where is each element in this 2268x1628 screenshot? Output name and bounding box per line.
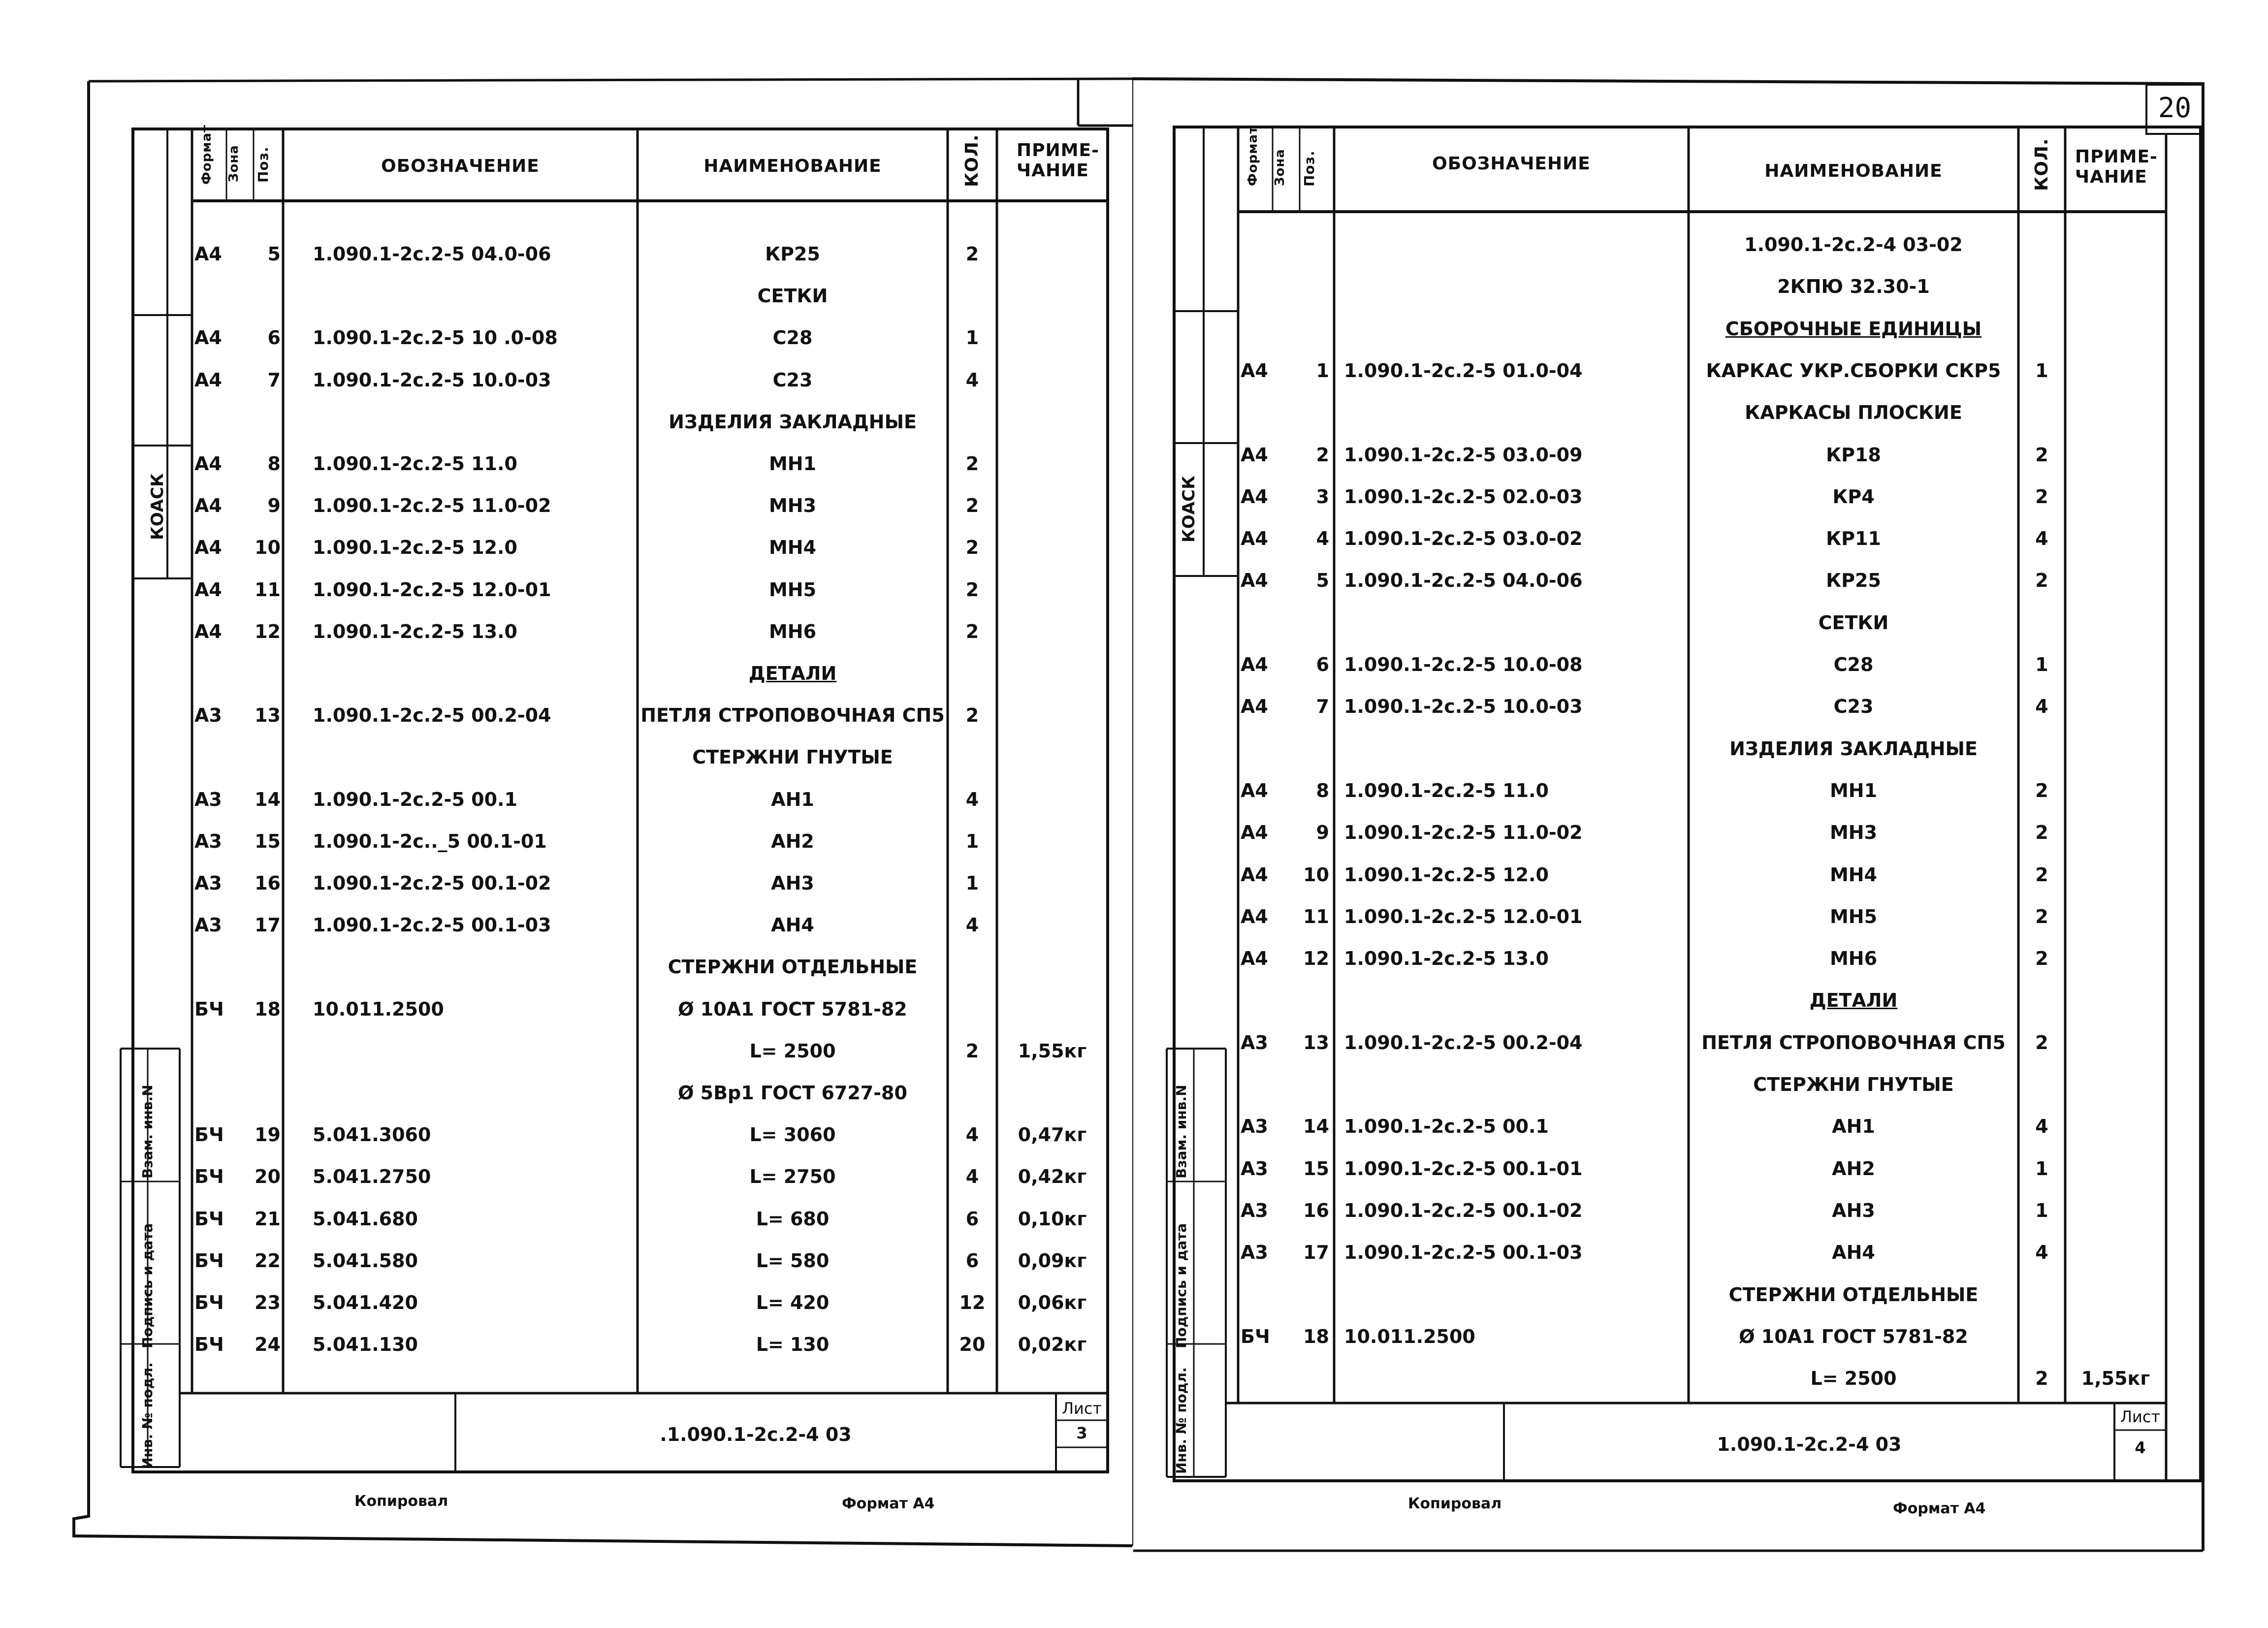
row-quantity: 2 <box>965 1040 979 1062</box>
row-format: БЧ <box>194 998 224 1020</box>
row-format: А4 <box>1241 822 1268 844</box>
row-position: 13 <box>1303 1031 1329 1053</box>
row-name: L= 2750 <box>749 1166 836 1188</box>
row-position: 7 <box>1316 696 1329 718</box>
row-position: 7 <box>267 369 281 391</box>
row-position: 2 <box>1316 444 1329 466</box>
row-format: БЧ <box>194 1292 224 1313</box>
row-note: 0,02кг <box>1018 1334 1087 1356</box>
row-designation: 1.090.1-2с.2-5 10 .0-08 <box>313 327 558 349</box>
row-format: А4 <box>194 537 222 559</box>
row-position: 3 <box>1316 485 1329 508</box>
row-position: 18 <box>255 998 281 1020</box>
row-designation: 1.090.1-2с.2-5 04.0-06 <box>1344 570 1583 592</box>
row-quantity: 2 <box>2035 444 2048 466</box>
row-quantity: 2 <box>2035 905 2048 927</box>
col-name-header: НАИМЕНОВАНИЕ <box>1764 161 1943 181</box>
row-position: 11 <box>255 578 281 601</box>
row-name: С28 <box>772 327 813 349</box>
row-quantity: 2 <box>2035 863 2048 886</box>
stamp-vzam: Взам. инв.N <box>1173 1085 1189 1179</box>
row-note: 1,55кг <box>2081 1368 2150 1390</box>
row-designation: 1.090.1-2с.2-5 12.0 <box>313 537 517 559</box>
row-name: МН5 <box>1829 905 1878 927</box>
row-name: ИЗДЕЛИЯ ЗАКЛАДНЫЕ <box>1729 737 1978 760</box>
row-position: 5 <box>1316 570 1329 592</box>
row-format: БЧ <box>1241 1325 1270 1347</box>
col-name-header: НАИМЕНОВАНИЕ <box>703 156 882 176</box>
row-position: 16 <box>255 872 281 894</box>
row-format: А4 <box>1241 528 1268 550</box>
row-quantity: 2 <box>965 495 979 517</box>
right-footer-copied: Копировал <box>1408 1495 1502 1512</box>
row-name: АН2 <box>1832 1157 1875 1180</box>
row-designation: 5.041.420 <box>313 1292 418 1313</box>
row-position: 6 <box>1316 654 1329 675</box>
row-position: 10 <box>1303 863 1329 886</box>
col-qty-header: КОЛ. <box>962 134 982 187</box>
row-designation: 1.090.1-2с.2-5 11.0 <box>313 453 517 475</box>
row-format: А3 <box>194 914 222 936</box>
row-position: 1 <box>1316 359 1329 382</box>
row-designation: 1.090.1-2с.2-5 03.0-02 <box>1344 528 1583 550</box>
row-quantity: 2 <box>965 537 979 559</box>
row-format: А4 <box>1241 359 1268 382</box>
row-name: С23 <box>772 369 813 391</box>
row-name: ДЕТАЛИ <box>1809 990 1898 1012</box>
row-name: 2КПЮ 32.30-1 <box>1777 276 1930 298</box>
row-format: А3 <box>1241 1157 1268 1180</box>
row-designation: 1.090.1-2с.2-5 00.1 <box>1344 1116 1549 1138</box>
row-name: L= 680 <box>756 1208 830 1230</box>
row-name: С23 <box>1833 696 1874 718</box>
row-position: 23 <box>255 1292 281 1313</box>
row-name: КАРКАСЫ ПЛОСКИЕ <box>1745 402 1962 424</box>
row-position: 15 <box>255 830 281 852</box>
row-designation: 1.090.1-2с.2-5 13.0 <box>1344 948 1549 970</box>
row-name: МН1 <box>1829 779 1878 801</box>
row-quantity: 6 <box>965 1249 979 1272</box>
right-stamp-code: 1.090.1-2с.2-4 03 <box>1717 1434 1902 1455</box>
row-quantity: 12 <box>959 1292 986 1313</box>
row-format: А4 <box>1241 905 1268 927</box>
row-name: АН4 <box>1832 1242 1875 1264</box>
row-position: 21 <box>255 1208 281 1230</box>
row-quantity: 2 <box>2035 1031 2048 1053</box>
row-designation: 10.011.2500 <box>313 998 444 1020</box>
col-zone-header: Зона <box>226 145 241 182</box>
row-format: А4 <box>194 327 222 349</box>
row-position: 13 <box>255 704 281 727</box>
row-note: 0,42кг <box>1018 1166 1087 1188</box>
row-quantity: 2 <box>965 620 979 642</box>
row-format: А4 <box>1241 570 1268 592</box>
side-label-koask: КОАСК <box>1179 476 1199 543</box>
row-name: ПЕТЛЯ СТРОПОВОЧНАЯ СП5 <box>1701 1031 2006 1053</box>
row-position: 11 <box>1303 905 1329 927</box>
row-position: 14 <box>1303 1116 1329 1138</box>
row-name: АН4 <box>771 914 814 936</box>
row-position: 15 <box>1303 1157 1329 1180</box>
row-position: 4 <box>1316 528 1329 550</box>
row-position: 22 <box>255 1249 281 1272</box>
row-quantity: 4 <box>965 1124 979 1146</box>
row-format: А4 <box>1241 696 1268 718</box>
col-format-header: Формат <box>1246 126 1260 186</box>
row-quantity: 2 <box>965 578 979 601</box>
row-name: 1.090.1-2с.2-4 03-02 <box>1744 234 1963 255</box>
row-format: А4 <box>194 453 222 475</box>
col-pos-header: Поз. <box>1301 150 1317 187</box>
row-quantity: 4 <box>2035 696 2048 718</box>
row-position: 10 <box>255 537 281 559</box>
row-position: 16 <box>1303 1199 1329 1221</box>
row-format: А4 <box>1241 444 1268 466</box>
right-sheet <box>1132 0 2268 1628</box>
row-name: L= 580 <box>756 1249 830 1272</box>
row-format: А4 <box>194 620 222 642</box>
row-name: АН3 <box>771 872 814 894</box>
row-name: L= 3060 <box>749 1124 836 1146</box>
row-quantity: 1 <box>2035 1199 2048 1221</box>
col-note-header: ПРИМЕ- ЧАНИЕ <box>1017 140 1099 181</box>
row-quantity: 2 <box>2035 485 2048 508</box>
row-format: А4 <box>1241 485 1268 508</box>
row-name: МН4 <box>1829 863 1878 886</box>
row-designation: 1.090.1-2с.2-5 00.1-02 <box>313 872 551 894</box>
row-name: СТЕРЖНИ ГНУТЫЕ <box>692 746 893 768</box>
row-note: 0,06кг <box>1018 1292 1087 1313</box>
left-sheet-label: Лист <box>1061 1399 1102 1418</box>
row-name: КР25 <box>765 243 820 265</box>
row-quantity: 20 <box>959 1334 986 1356</box>
row-format: БЧ <box>194 1334 224 1356</box>
row-format: А4 <box>1241 779 1268 801</box>
col-format-header: Формат <box>199 124 214 185</box>
row-designation: 1.090.1-2с.2-5 12.0 <box>1344 863 1549 886</box>
row-designation: 1.090.1-2с.._5 00.1-01 <box>313 830 547 852</box>
row-name: L= 2500 <box>1810 1368 1897 1390</box>
row-designation: 5.041.3060 <box>313 1124 431 1146</box>
row-name: АН1 <box>771 788 814 810</box>
side-label-koask: КОАСК <box>148 473 167 540</box>
row-designation: 1.090.1-2с.2-5 10.0-08 <box>1344 654 1583 675</box>
row-note: 1,55кг <box>1018 1040 1087 1062</box>
row-quantity: 4 <box>2035 528 2048 550</box>
row-position: 6 <box>267 327 281 349</box>
row-designation: 1.090.1-2с.2-5 00.2-04 <box>1344 1031 1583 1053</box>
row-quantity: 1 <box>965 830 979 852</box>
row-quantity: 2 <box>965 704 979 727</box>
row-name: МН3 <box>768 495 817 517</box>
col-qty-header: КОЛ. <box>2032 138 2052 191</box>
row-quantity: 1 <box>2035 359 2048 382</box>
row-name: МН6 <box>768 620 817 642</box>
right-sheet-label: Лист <box>2120 1407 2161 1426</box>
row-designation: 1.090.1-2с.2-5 11.0-02 <box>313 495 551 517</box>
row-name: ДЕТАЛИ <box>748 663 837 684</box>
row-name: Ø 5Вр1 ГОСТ 6727-80 <box>678 1082 907 1104</box>
row-designation: 1.090.1-2с.2-5 13.0 <box>313 620 517 642</box>
row-format: А4 <box>1241 654 1268 675</box>
row-designation: 1.090.1-2с.2-5 02.0-03 <box>1344 485 1583 508</box>
row-designation: 5.041.680 <box>313 1208 418 1230</box>
row-name: СБОРОЧНЫЕ ЕДИНИЦЫ <box>1725 318 1982 340</box>
row-position: 12 <box>1303 948 1329 970</box>
left-footer-format: Формат А4 <box>842 1495 935 1512</box>
row-designation: 1.090.1-2с.2-5 00.1-03 <box>313 914 551 936</box>
row-quantity: 4 <box>965 788 979 810</box>
row-designation: 5.041.2750 <box>313 1166 431 1188</box>
row-quantity: 1 <box>965 872 979 894</box>
row-position: 12 <box>255 620 281 642</box>
left-sheet-number: 3 <box>1076 1424 1087 1442</box>
row-note: 0,10кг <box>1018 1208 1087 1230</box>
row-position: 19 <box>255 1124 281 1146</box>
row-format: БЧ <box>194 1208 224 1230</box>
row-position: 9 <box>1316 822 1329 844</box>
row-name: КР25 <box>1826 570 1881 592</box>
row-format: А4 <box>1241 863 1268 886</box>
row-designation: 1.090.1-2с.2-5 10.0-03 <box>1344 696 1583 718</box>
row-designation: 1.090.1-2с.2-5 10.0-03 <box>313 369 551 391</box>
row-designation: 1.090.1-2с.2-5 00.1 <box>313 788 517 810</box>
col-note-header: ПРИМЕ- ЧАНИЕ <box>2075 147 2158 188</box>
row-format: БЧ <box>194 1249 224 1272</box>
row-quantity: 2 <box>2035 948 2048 970</box>
row-name: МН6 <box>1829 948 1878 970</box>
row-position: 18 <box>1303 1325 1329 1347</box>
row-name: СЕТКИ <box>757 285 828 307</box>
row-quantity: 4 <box>965 1166 979 1188</box>
row-designation: 5.041.580 <box>313 1249 418 1272</box>
row-quantity: 2 <box>965 453 979 475</box>
row-name: Ø 10А1 ГОСТ 5781-82 <box>678 998 907 1020</box>
row-designation: 1.090.1-2с.2-5 12.0-01 <box>1344 905 1583 927</box>
row-position: 14 <box>255 788 281 810</box>
row-position: 8 <box>1316 779 1329 801</box>
row-name: С28 <box>1833 654 1874 675</box>
row-designation: 1.090.1-2с.2-5 04.0-06 <box>313 243 551 265</box>
col-designation-header: ОБОЗНАЧЕНИЕ <box>1432 154 1591 174</box>
row-name: МН3 <box>1829 822 1878 844</box>
row-note: 0,09кг <box>1018 1249 1087 1272</box>
row-quantity: 2 <box>2035 779 2048 801</box>
row-name: ПЕТЛЯ СТРОПОВОЧНАЯ СП5 <box>640 704 945 727</box>
stamp-vzam: Взам. инв.N <box>139 1085 156 1179</box>
row-format: БЧ <box>194 1166 224 1188</box>
col-designation-header: ОБОЗНАЧЕНИЕ <box>381 156 540 176</box>
row-format: А3 <box>194 872 222 894</box>
row-format: А3 <box>1241 1116 1268 1138</box>
row-name: Ø 10А1 ГОСТ 5781-82 <box>1739 1325 1968 1347</box>
row-name: АН3 <box>1832 1199 1875 1221</box>
col-zone-header: Зона <box>1273 149 1287 186</box>
row-name: L= 2500 <box>749 1040 836 1062</box>
row-quantity: 2 <box>2035 570 2048 592</box>
row-position: 17 <box>1303 1242 1329 1264</box>
stamp-inv: Инв. № подл. <box>1173 1367 1189 1474</box>
row-quantity: 6 <box>965 1208 979 1230</box>
row-note: 0,47кг <box>1018 1124 1087 1146</box>
row-name: АН1 <box>1832 1116 1875 1138</box>
row-format: А3 <box>194 830 222 852</box>
row-format: А3 <box>194 704 222 727</box>
row-format: А3 <box>1241 1242 1268 1264</box>
row-quantity: 1 <box>2035 1157 2048 1180</box>
row-name: L= 130 <box>756 1334 830 1356</box>
page-number: 20 <box>2158 92 2192 124</box>
row-quantity: 1 <box>2035 654 2048 675</box>
left-stamp-code: .1.090.1-2с.2-4 03 <box>660 1424 852 1445</box>
row-designation: 1.090.1-2с.2-5 11.0 <box>1344 779 1549 801</box>
row-name: МН5 <box>768 578 817 601</box>
row-designation: 1.090.1-2с.2-5 11.0-02 <box>1344 822 1583 844</box>
row-format: БЧ <box>194 1124 224 1146</box>
row-name: L= 420 <box>756 1292 830 1313</box>
row-format: А3 <box>1241 1199 1268 1221</box>
row-format: А4 <box>194 369 222 391</box>
row-quantity: 2 <box>2035 822 2048 844</box>
row-position: 24 <box>255 1334 281 1356</box>
row-quantity: 4 <box>2035 1116 2048 1138</box>
row-name: КР18 <box>1826 444 1881 466</box>
row-format: А3 <box>194 788 222 810</box>
row-quantity: 2 <box>2035 1368 2048 1390</box>
row-designation: 1.090.1-2с.2-5 12.0-01 <box>313 578 551 601</box>
row-name: КР4 <box>1832 485 1875 508</box>
row-position: 5 <box>267 243 281 265</box>
row-position: 8 <box>267 453 281 475</box>
row-designation: 1.090.1-2с.2-5 01.0-04 <box>1344 359 1583 382</box>
row-quantity: 2 <box>965 243 979 265</box>
row-quantity: 4 <box>2035 1242 2048 1264</box>
row-designation: 10.011.2500 <box>1344 1325 1475 1347</box>
stamp-inv: Инв. № подл. <box>139 1362 156 1469</box>
row-name: ИЗДЕЛИЯ ЗАКЛАДНЫЕ <box>669 411 917 433</box>
stamp-podpis: Подпись и дата <box>1173 1223 1189 1348</box>
row-name: КР11 <box>1826 528 1881 550</box>
row-designation: 1.090.1-2с.2-5 00.2-04 <box>313 704 551 727</box>
left-footer-copied: Копировал <box>354 1493 448 1510</box>
stamp-podpis: Подпись и дата <box>139 1223 156 1348</box>
col-pos-header: Поз. <box>255 146 271 183</box>
left-sheet <box>0 0 1132 1628</box>
right-sheet-number: 4 <box>2135 1438 2146 1457</box>
row-name: МН1 <box>768 453 817 475</box>
row-format: А4 <box>194 578 222 601</box>
row-position: 17 <box>255 914 281 936</box>
row-position: 9 <box>267 495 281 517</box>
row-designation: 1.090.1-2с.2-5 00.1-01 <box>1344 1157 1583 1180</box>
row-format: А4 <box>1241 948 1268 970</box>
right-footer-format: Формат А4 <box>1893 1500 1986 1517</box>
row-name: КАРКАС УКР.СБОРКИ СКР5 <box>1706 359 2001 382</box>
row-designation: 1.090.1-2с.2-5 03.0-09 <box>1344 444 1583 466</box>
row-quantity: 4 <box>965 914 979 936</box>
row-name: СЕТКИ <box>1818 611 1889 634</box>
row-name: СТЕРЖНИ ГНУТЫЕ <box>1753 1074 1954 1095</box>
row-name: АН2 <box>771 830 814 852</box>
row-designation: 1.090.1-2с.2-5 00.1-02 <box>1344 1199 1583 1221</box>
row-position: 20 <box>255 1166 281 1188</box>
row-quantity: 4 <box>965 369 979 391</box>
row-designation: 5.041.130 <box>313 1334 418 1356</box>
row-designation: 1.090.1-2с.2-5 00.1-03 <box>1344 1242 1583 1264</box>
row-name: СТЕРЖНИ ОТДЕЛЬНЫЕ <box>668 956 918 978</box>
row-name: МН4 <box>768 537 817 559</box>
row-format: А4 <box>194 243 222 265</box>
row-name: СТЕРЖНИ ОТДЕЛЬНЫЕ <box>1728 1283 1979 1306</box>
row-quantity: 1 <box>965 327 979 349</box>
row-format: А4 <box>194 495 222 517</box>
row-format: А3 <box>1241 1031 1268 1053</box>
